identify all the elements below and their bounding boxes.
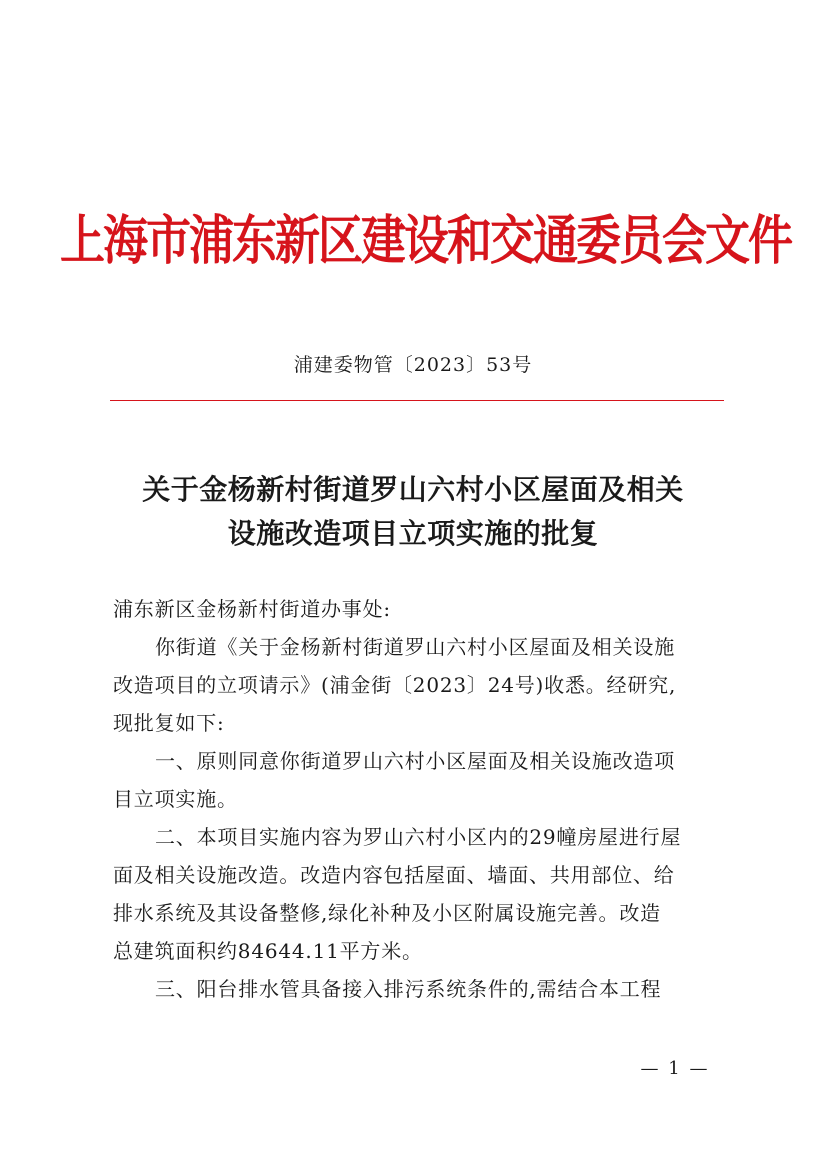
- paragraph-1-line-2: 改造项目的立项请示》(浦金街〔2023〕24号)收悉。经研究,: [113, 673, 677, 697]
- paragraph-1-line-3: 现批复如下:: [113, 711, 225, 735]
- masthead-title: 上海市浦东新区建设和交通委员会文件: [60, 209, 792, 272]
- paragraph-3-line-3: 排水系统及其设备整修,绿化补种及小区附属设施完善。改造: [113, 901, 661, 925]
- title-line-2: 设施改造项目立项实施的批复: [227, 517, 599, 550]
- paragraph-2-line-2: 目立项实施。: [113, 787, 238, 811]
- paragraph-1-line-1: 你街道《关于金杨新村街道罗山六村小区屋面及相关设施: [155, 635, 675, 659]
- paragraph-3-line-2: 面及相关设施改造。改造内容包括屋面、墙面、共用部位、给: [113, 863, 675, 887]
- document-title: [100, 468, 726, 556]
- salutation: 浦东新区金杨新村街道办事处:: [113, 597, 391, 621]
- red-divider-line: [110, 400, 724, 401]
- paragraph-4-line-1: 三、阳台排水管具备接入排污系统条件的,需结合本工程: [155, 977, 662, 1001]
- document-body: [113, 590, 719, 1008]
- paragraph-3-line-1: 二、本项目实施内容为罗山六村小区内的29幢房屋进行屋: [155, 825, 682, 849]
- paragraph-2-line-1: 一、原则同意你街道罗山六村小区屋面及相关设施改造项: [155, 749, 675, 773]
- document-number: 浦建委物管〔2023〕53号: [293, 354, 533, 376]
- title-line-1: 关于金杨新村街道罗山六村小区屋面及相关: [142, 473, 684, 506]
- page-number: — 1 —: [640, 1058, 710, 1079]
- paragraph-3-line-4: 总建筑面积约84644.11平方米。: [113, 939, 423, 963]
